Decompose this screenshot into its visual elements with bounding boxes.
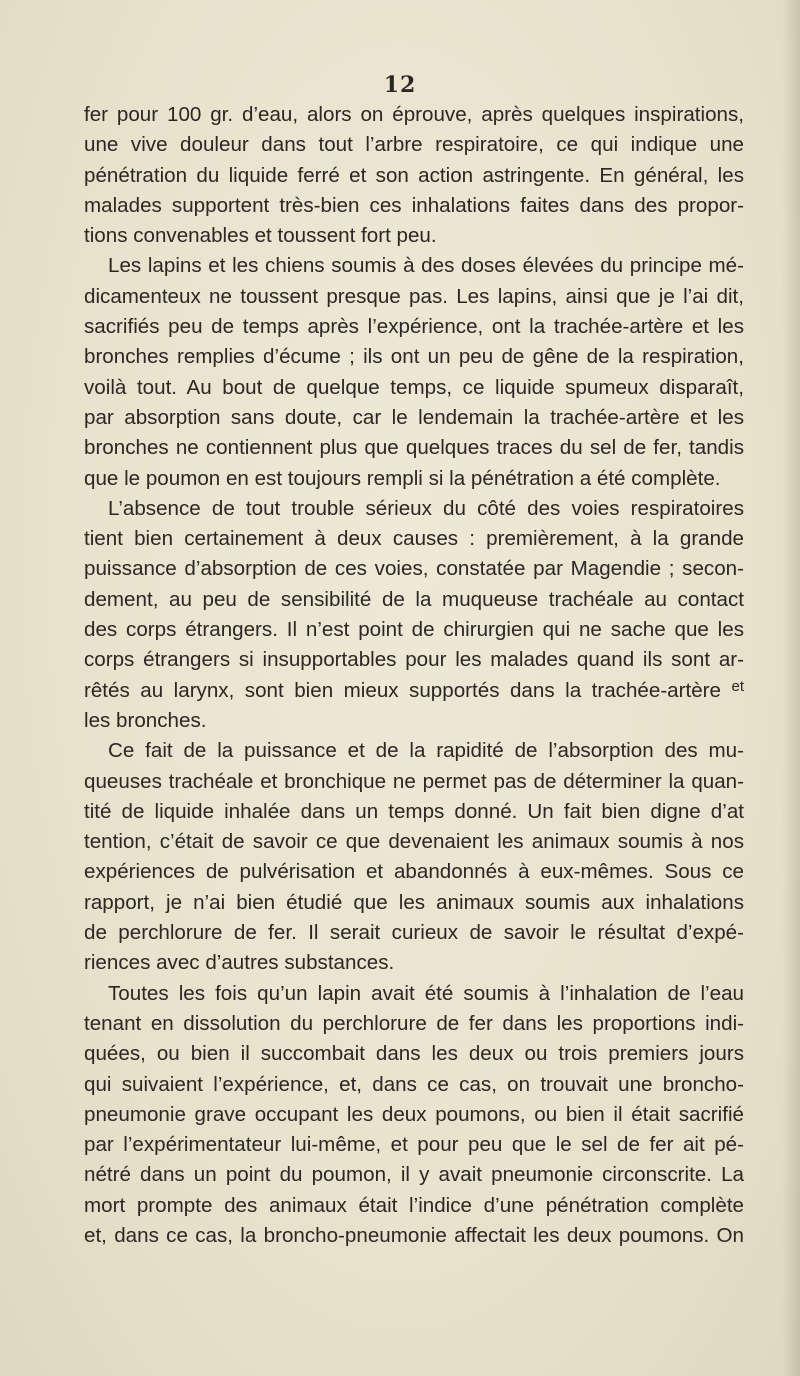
text-line: Ce fait de la puissance et de la rapidité de l’absorption des mu- xyxy=(108,739,744,763)
text-line: corps étrangers si insupportables pour les malades quand ils sont ar- xyxy=(84,648,744,672)
text-line: L’absence de tout trouble sérieux du côté des voies respiratoires xyxy=(108,496,744,520)
text-line: tient bien certainement à deux causes : premièrement, à la grande xyxy=(84,527,744,551)
text-line xyxy=(84,676,744,706)
text-line: dement, au peu de sensibilité de la muqueuse trachéale au contact xyxy=(84,587,744,611)
paragraph-3 xyxy=(84,494,744,736)
text-line: Les lapins et les chiens soumis à des doses élevées du principe mé- xyxy=(108,254,744,278)
paragraph-1 xyxy=(84,100,744,251)
text-line: tenant en dissolution du perchlorure de fer dans les proportions indi- xyxy=(84,1011,744,1035)
body-text xyxy=(84,100,744,1251)
text-line: puissance d’absorption de ces voies, constatée par Magendie ; secon- xyxy=(84,557,744,581)
text-line: pénétration du liquide ferré et son action astringente. En général, les xyxy=(84,163,744,187)
text-line: bronches ne contiennent plus que quelques traces du sel de fer, tandis xyxy=(84,436,744,460)
text-line: sacrifiés peu de temps après l’expérience, ont la trachée-artère et les xyxy=(84,315,744,339)
text-line: les bronches. xyxy=(84,708,207,732)
paragraph-4 xyxy=(84,736,744,978)
text-line: par absorption sans doute, car le lendemain la trachée-artère et les xyxy=(84,405,744,429)
text-line: malades supportent très-bien ces inhalations faites dans des propor- xyxy=(84,193,744,217)
text-line: une vive douleur dans tout l’arbre respiratoire, ce qui indique une xyxy=(84,133,744,157)
text-line: bronches remplies d’écume ; ils ont un peu de gêne de la respiration, xyxy=(84,345,744,369)
text-line: de perchlorure de fer. Il serait curieux de savoir le résultat d’expé- xyxy=(84,921,744,945)
page-edge-shadow xyxy=(782,0,800,1376)
text-line: voilà tout. Au bout de quelque temps, ce liquide spumeux disparaît, xyxy=(84,375,744,399)
text-line: nétré dans un point du poumon, il y avait pneumonie circonscrite. La xyxy=(84,1163,744,1187)
text-line: pneumonie grave occupant les deux poumons, ou bien il était sacrifié xyxy=(84,1102,744,1126)
text-line: qui suivaient l’expérience, et, dans ce cas, on trouvait une broncho- xyxy=(84,1072,744,1096)
text-line: riences avec d’autres substances. xyxy=(84,951,395,975)
text-line: par l’expérimentateur lui-même, et pour peu que le sel de fer ait pé- xyxy=(84,1133,744,1157)
text-line: quées, ou bien il succombait dans les deux ou trois premiers jours xyxy=(84,1042,744,1066)
text-line-content: rêtés au larynx, sont bien mieux supportés dans la trachée-artère xyxy=(84,678,721,702)
text-line: tions convenables et toussent fort peu. xyxy=(84,224,437,248)
text-line: expériences de pulvérisation et abandonnés à eux-mêmes. Sous ce xyxy=(84,860,744,884)
text-line: queuses trachéale et bronchique ne permet pas de déterminer la quan- xyxy=(84,769,744,793)
text-line: tité de liquide inhalée dans un temps donné. Un fait bien digne d’at xyxy=(84,799,744,823)
text-line: des corps étrangers. Il n’est point de chirurgien qui ne sache que les xyxy=(84,618,744,642)
paragraph-5 xyxy=(84,979,744,1252)
text-line: tention, c’était de savoir ce que devenaient les animaux soumis à nos xyxy=(84,830,744,854)
text-line: et, dans ce cas, la broncho-pneumonie affectait les deux poumons. On xyxy=(84,1223,744,1247)
text-line: dicamenteux ne toussent presque pas. Les lapins, ainsi que je l’ai dit, xyxy=(84,284,744,308)
page-number: 12 xyxy=(383,72,417,98)
raised-word: et xyxy=(731,677,744,695)
text-line: Toutes les fois qu’un lapin avait été soumis à l’inhalation de l’eau xyxy=(108,981,744,1005)
paragraph-2 xyxy=(84,251,744,493)
text-line: que le poumon en est toujours rempli si la pénétration a été complète. xyxy=(84,466,721,490)
text-line: rapport, je n’ai bien étudié que les animaux soumis aux inhalations xyxy=(84,890,744,914)
text-line: mort prompte des animaux était l’indice d’une pénétration complète xyxy=(84,1193,744,1217)
text-line: fer pour 100 gr. d’eau, alors on éprouve, après quelques inspirations, xyxy=(84,103,744,126)
